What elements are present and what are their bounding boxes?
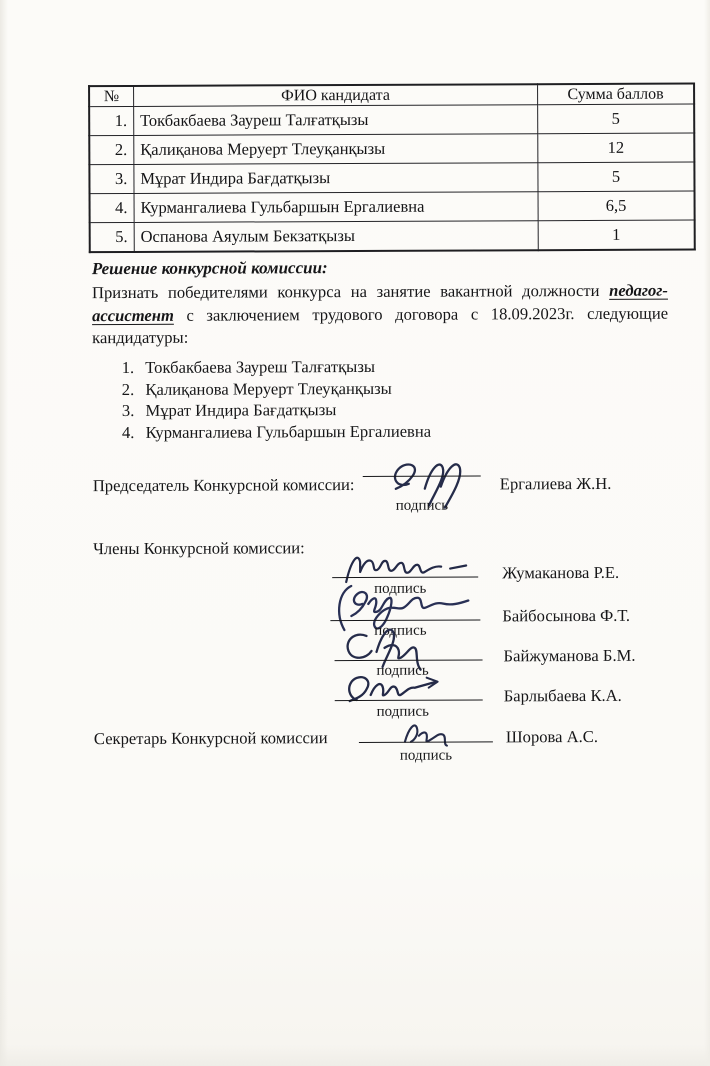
candidate-score: 5: [538, 104, 695, 134]
secretary-signature-line: [359, 741, 493, 743]
table-row: [89, 104, 694, 136]
member-signature-line: [330, 619, 480, 621]
table-header-row: [89, 84, 694, 107]
candidate-score: 1: [538, 220, 695, 250]
decision-heading: Решение конкурсной комиссии:: [91, 258, 328, 279]
candidate-score: 5: [538, 162, 695, 192]
winner-item: 4. Курмангалиева Гульбаршын Ергалиевна: [139, 420, 669, 444]
chairman-signature-line: [363, 475, 481, 477]
winners-list: [92, 354, 668, 444]
member-name: Барлыбаева К.А.: [503, 685, 622, 706]
secretary-signature-caption: подпись: [399, 747, 453, 764]
winner-item: 2. Қалиқанова Меруерт Тлеуқанқызы: [138, 376, 668, 400]
member-signature-caption: подпись: [376, 703, 429, 720]
decision-paragraph: [92, 280, 668, 350]
candidate-number: 5.: [90, 222, 134, 252]
decision-text-after: с заключением трудового договора с 18.09.2023г. следующие кандидатуры:: [92, 303, 669, 348]
secretary-name: Шорова А.С.: [505, 726, 599, 747]
decision-position-emphasis: педагог-ассистент: [92, 280, 668, 325]
table-row: [90, 191, 695, 223]
chairman-label: Председатель Конкурсной комиссии:: [92, 475, 355, 496]
col-header-score: Сумма баллов: [538, 84, 695, 105]
member-signature-caption: подпись: [374, 622, 427, 639]
chairman-signature-caption: подпись: [395, 497, 449, 514]
candidate-name: Қалиқанова Меруерт Тлеуқанқызы: [134, 134, 538, 165]
candidate-name: Мұрат Индира Бағдатқызы: [134, 163, 538, 194]
candidate-name: Токбакбаева Зауреш Талғатқызы: [133, 105, 537, 136]
member-name: Байжуманова Б.М.: [503, 645, 636, 666]
chairman-name: Ергалиева Ж.Н.: [499, 473, 612, 494]
candidate-number: 2.: [89, 135, 133, 164]
candidate-name: Оспанова Аяулым Бекзатқызы: [134, 221, 538, 252]
candidates-score-table: [88, 83, 696, 254]
table-row: [89, 133, 694, 165]
secretary-signature-ink: [391, 717, 491, 747]
winner-item: 1. Токбакбаева Зауреш Талғатқызы: [138, 354, 668, 378]
member-signature-line: [332, 576, 478, 578]
candidate-score: 12: [538, 133, 695, 163]
candidate-number: 1.: [89, 106, 133, 135]
member-name: Жумаканова Р.Е.: [502, 562, 620, 583]
table-row: [89, 162, 694, 194]
secretary-label: Секретарь Конкурсной комиссии: [93, 728, 328, 749]
table-row: [90, 220, 695, 252]
candidate-number: 3.: [89, 164, 133, 193]
col-header-name: ФИО кандидата: [133, 84, 537, 106]
candidate-name: Курмангалиева Гульбаршын Ергалиевна: [134, 192, 538, 223]
members-label: Члены Конкурсной комиссии:: [93, 538, 305, 559]
winner-item: 3. Мұрат Индира Бағдатқызы: [138, 398, 668, 422]
col-header-number: №: [89, 86, 133, 107]
member-name: Байбосынова Ф.Т.: [502, 605, 631, 626]
member-signature-caption: подпись: [376, 662, 429, 679]
decision-text-before: Признать победителями конкурса на занятие вакантной должности: [91, 280, 610, 303]
decision-block: [92, 257, 669, 444]
candidate-number: 4.: [90, 193, 134, 222]
member-signature-caption: подпись: [374, 580, 427, 597]
member-signature-line: [335, 699, 483, 701]
member-signature-line: [335, 659, 483, 661]
candidate-score: 6,5: [538, 191, 695, 221]
